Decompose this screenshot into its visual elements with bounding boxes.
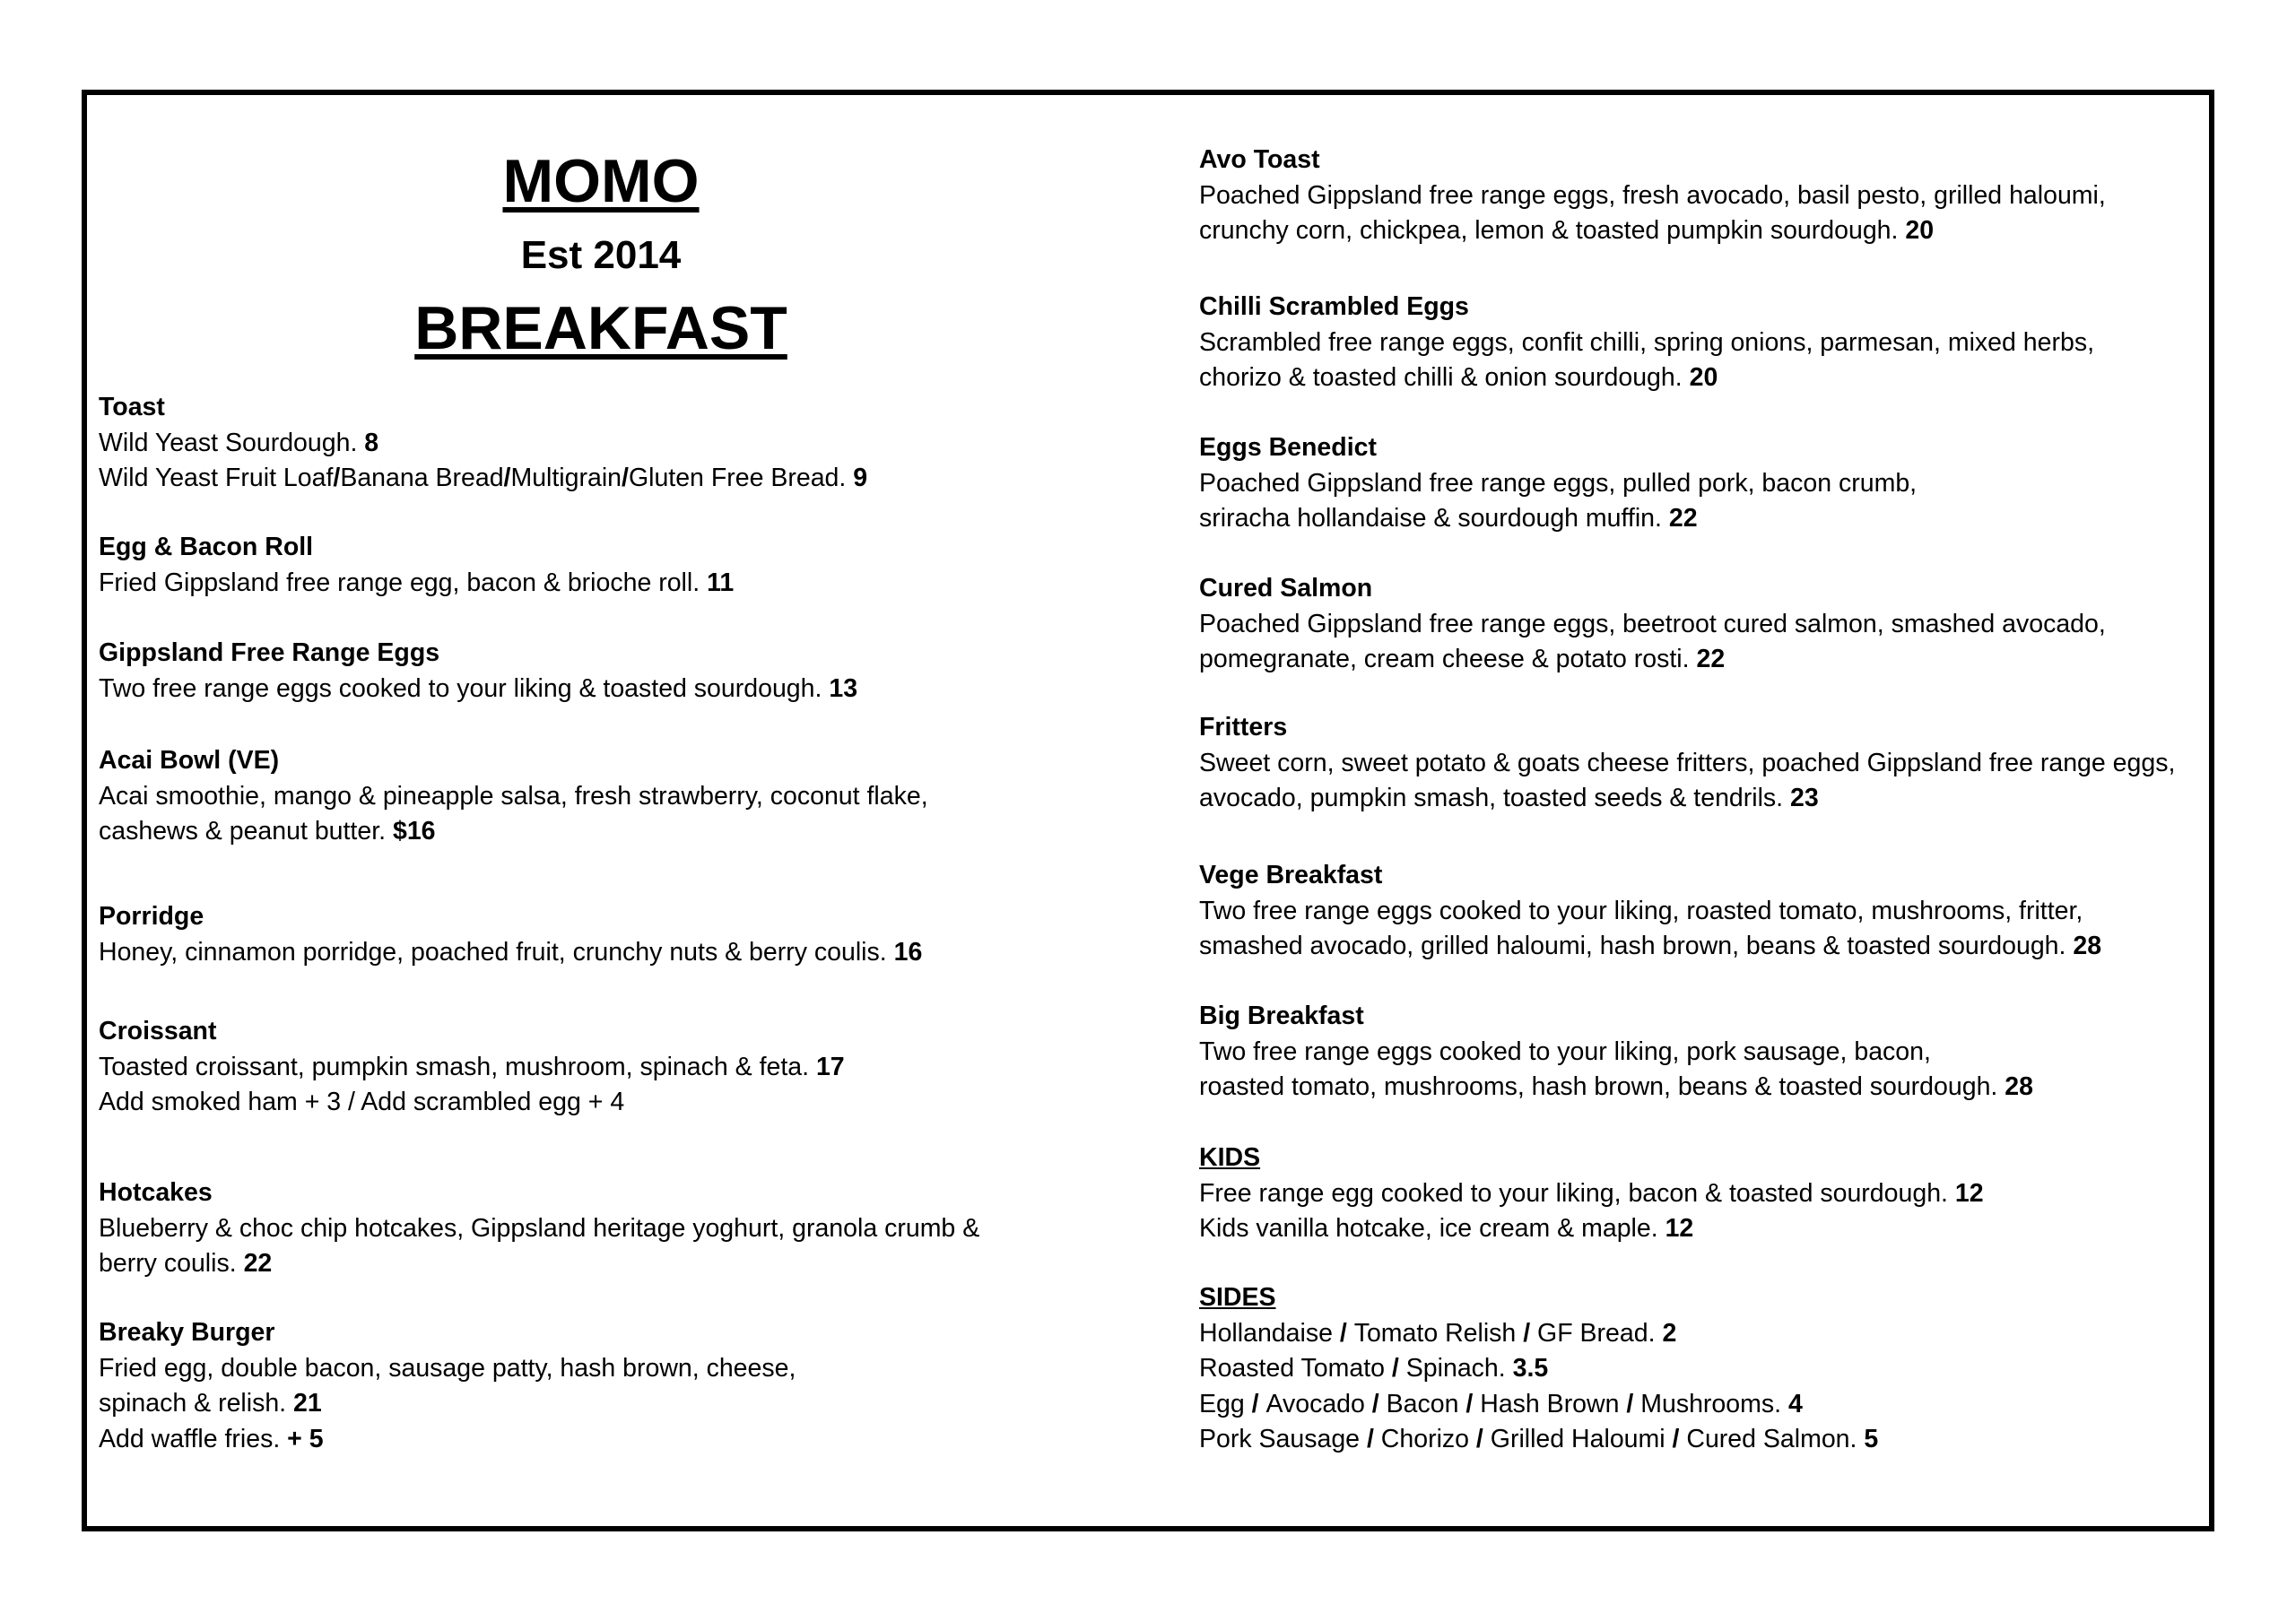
menu-item-description [99,461,867,497]
menu-item-description [99,1085,845,1121]
menu-item-description [99,566,734,602]
price: 4 [1787,1389,1803,1418]
menu-item-description [1199,178,2106,214]
menu-item-description [1199,929,2101,965]
menu-item-name: Gippsland Free Range Eggs [99,638,440,667]
description-text: Sweet corn, sweet potato & goats cheese fritters, poached Gippsland free range eggs, [1199,748,2176,777]
menu-item-description [99,1050,845,1086]
price: 23 [1790,784,1819,812]
description-text: smashed avocado, grilled haloumi, hash brown, beans & toasted sourdough. [1199,932,2066,960]
menu-item-name: Cured Salmon [1199,574,1373,603]
description-text: Blueberry & choc chip hotcakes, Gippsland heritage yoghurt, granola crumb & [99,1213,980,1243]
menu-item-description [1199,1211,1984,1247]
option-text: Wild Yeast Fruit Loaf [99,464,334,492]
menu-item-description [1199,360,2094,396]
option-text: Egg [1199,1389,1245,1418]
menu-item-description [99,1246,979,1282]
description-text: pomegranate, cream cheese & potato rosti. [1199,645,1690,673]
option-separator: / [1385,1354,1406,1383]
description-text: Fried Gippsland free range egg, bacon & brioche roll. [99,568,700,597]
description-text: Two free range eggs cooked to your liking & toasted sourdough. [99,673,822,703]
menu-item-breaky-burger [99,1315,796,1457]
price: 22 [1668,504,1698,533]
option-text: Mushrooms. [1640,1389,1782,1418]
menu-item-name: Hotcakes [99,1178,213,1207]
menu-item-description [1199,607,2106,643]
option-text: Bacon [1386,1389,1459,1418]
menu-item-name: Breaky Burger [99,1318,275,1347]
option-separator: / [1364,1389,1387,1418]
menu-heading: BREAKFAST [414,294,787,362]
description-text: roasted tomato, mushrooms, hash brown, beans & toasted sourdough. [1199,1072,1998,1101]
menu-item-toast [99,390,867,497]
menu-item-description [99,1351,796,1387]
menu-item-name: Chilli Scrambled Eggs [1199,292,1469,321]
description-text: Fried egg, double bacon, sausage patty, hash brown, cheese, [99,1353,796,1383]
menu-item-description [99,814,928,850]
price: + 5 [287,1424,324,1453]
menu-item-description [1199,1316,1878,1352]
menu-item-cured-salmon [1199,571,2106,678]
menu-item-name: Toast [99,393,165,421]
price: 28 [2005,1072,2033,1101]
description-text: spinach & relish. [99,1389,287,1418]
option-separator: / [1665,1425,1687,1453]
description-text: Honey, cinnamon porridge, poached fruit, crunchy nuts & berry coulis. [99,937,887,967]
menu-title-block [260,142,942,369]
menu-item-description [1199,746,2175,782]
description-text: Poached Gippsland free range eggs, beetroot cured salmon, smashed avocado, [1199,609,2106,638]
menu-item-description [1199,1035,2033,1071]
description-text: Add waffle fries. [99,1424,281,1453]
description-text: crunchy corn, chickpea, lemon & toasted pumpkin sourdough. [1199,216,1899,245]
price: 3.5 [1512,1354,1549,1383]
description-text: Poached Gippsland free range eggs, fresh avocado, basil pesto, grilled haloumi, [1199,180,2106,210]
description-text: Poached Gippsland free range eggs, pulled pork, bacon crumb, [1199,468,1918,498]
menu-item-gippsland-free-range-eggs [99,636,857,707]
menu-item-porridge [99,899,922,970]
description-text: chorizo & toasted chilli & onion sourdough. [1199,363,1683,392]
option-text: Hash Brown [1480,1389,1620,1418]
option-separator: / [503,464,511,492]
menu-item-description [1199,213,2106,249]
menu-item-acai-bowl-ve [99,743,928,850]
description-text: Add smoked ham + 3 / Add scrambled egg + 4 [99,1088,625,1116]
option-text: Grilled Haloumi [1490,1425,1665,1453]
menu-item-description [99,672,857,707]
price: 20 [1689,363,1718,392]
option-separator: / [1469,1425,1491,1453]
menu-item-description [1199,501,1917,537]
option-separator: / [1516,1318,1538,1348]
option-text: Hollandaise [1199,1318,1333,1348]
option-text: Banana Bread [340,464,504,492]
option-separator: / [1619,1389,1641,1418]
menu-item-description [1199,642,2106,678]
price: 22 [243,1249,273,1278]
menu-item-egg-bacon-roll [99,530,734,601]
option-text: Roasted Tomato [1199,1354,1386,1383]
price: 13 [829,673,858,703]
menu-item-description [1199,325,2094,361]
option-separator: / [1332,1318,1354,1348]
menu-item-name: Porridge [99,902,204,931]
price: 9 [853,464,868,492]
menu-item-name: Egg & Bacon Roll [99,533,314,561]
option-text: Tomato Relish [1353,1318,1517,1348]
menu-item-vege-breakfast [1199,858,2101,965]
description-text: Free range egg cooked to your liking, bacon & toasted sourdough. [1199,1178,1948,1208]
option-text: Pork Sausage [1199,1425,1361,1453]
menu-item-hotcakes [99,1175,979,1282]
option-text: Avocado [1265,1389,1365,1418]
menu-item-name: Avo Toast [1199,145,1320,174]
description-text: Two free range eggs cooked to your liking, pork sausage, bacon, [1199,1037,1931,1066]
price: 17 [815,1052,845,1081]
menu-item-description [99,426,867,462]
option-text: Cured Salmon. [1686,1425,1865,1453]
menu-item-description [99,779,928,815]
menu-item-description [1199,466,1917,502]
description-text: Scrambled free range eggs, confit chilli, spring onions, parmesan, mixed herbs, [1199,327,2095,357]
menu-item-description [1199,1070,2033,1106]
price: 5 [1864,1425,1879,1453]
description-text: Acai smoothie, mango & pineapple salsa, fresh strawberry, coconut flake, [99,781,928,811]
description-text: Toasted croissant, pumpkin smash, mushroom, spinach & feta. [99,1052,810,1081]
price: 20 [1905,216,1935,245]
option-text: Chorizo [1380,1425,1470,1453]
description-text: berry coulis. [99,1249,237,1278]
menu-item-croissant [99,1014,845,1121]
price: 21 [293,1389,322,1418]
menu-item-big-breakfast [1199,999,2033,1106]
menu-item-name: Fritters [1199,713,1288,742]
menu-item-avo-toast [1199,143,2106,249]
description-text: Kids vanilla hotcake, ice cream & maple. [1199,1214,1658,1243]
option-separator: / [1458,1389,1481,1418]
description-text: avocado, pumpkin smash, toasted seeds & tendrils. [1199,784,1784,812]
price: 11 [707,568,735,597]
option-separator: / [1360,1425,1381,1453]
menu-item-description [99,1211,979,1247]
price: 22 [1696,645,1726,673]
menu-item-name: Croissant [99,1017,217,1045]
price: $16 [392,817,436,846]
menu-item-description [1199,1422,1878,1458]
menu-item-description [1199,1387,1878,1423]
price: 16 [893,937,923,967]
description-text: sriracha hollandaise & sourdough muffin. [1199,504,1662,533]
menu-item-name: Eggs Benedict [1199,433,1377,462]
option-text: Spinach. [1405,1354,1506,1383]
menu-item-description [1199,1351,1878,1387]
menu-item-description [99,935,922,971]
menu-item-description [99,1386,796,1422]
option-text: Multigrain [510,464,622,492]
description-text: cashews & peanut butter. [99,817,387,846]
menu-item-kids [1199,1141,1984,1247]
menu-item-fritters [1199,710,2175,817]
price: 12 [1954,1178,1984,1208]
price: 8 [364,428,379,457]
description-text: Wild Yeast Sourdough. [99,428,358,457]
price: 28 [2073,932,2102,960]
menu-item-name: KIDS [1199,1143,1261,1172]
option-text: GF Bread. [1537,1318,1656,1348]
menu-item-eggs-benedict [1199,430,1917,537]
menu-item-description [1199,894,2101,930]
option-separator: / [1244,1389,1266,1418]
menu-item-name: SIDES [1199,1283,1276,1312]
menu-item-name: Big Breakfast [1199,1002,1364,1030]
menu-item-description [99,1422,796,1458]
restaurant-name: MOMO [502,147,700,215]
menu-item-description [1199,1176,1984,1212]
menu-item-chilli-scrambled-eggs [1199,290,2094,396]
option-text: Gluten Free Bread. [628,464,847,492]
menu-item-name: Acai Bowl (VE) [99,746,280,775]
price: 12 [1665,1214,1694,1243]
established-year: Est 2014 [520,233,682,277]
option-separator: / [333,464,341,492]
description-text: Two free range eggs cooked to your liking, roasted tomato, mushrooms, fritter, [1199,896,2083,925]
menu-item-sides [1199,1280,1878,1458]
menu-item-description [1199,781,2175,817]
option-separator: / [622,464,629,492]
price: 2 [1662,1318,1677,1348]
menu-item-name: Vege Breakfast [1199,861,1383,889]
